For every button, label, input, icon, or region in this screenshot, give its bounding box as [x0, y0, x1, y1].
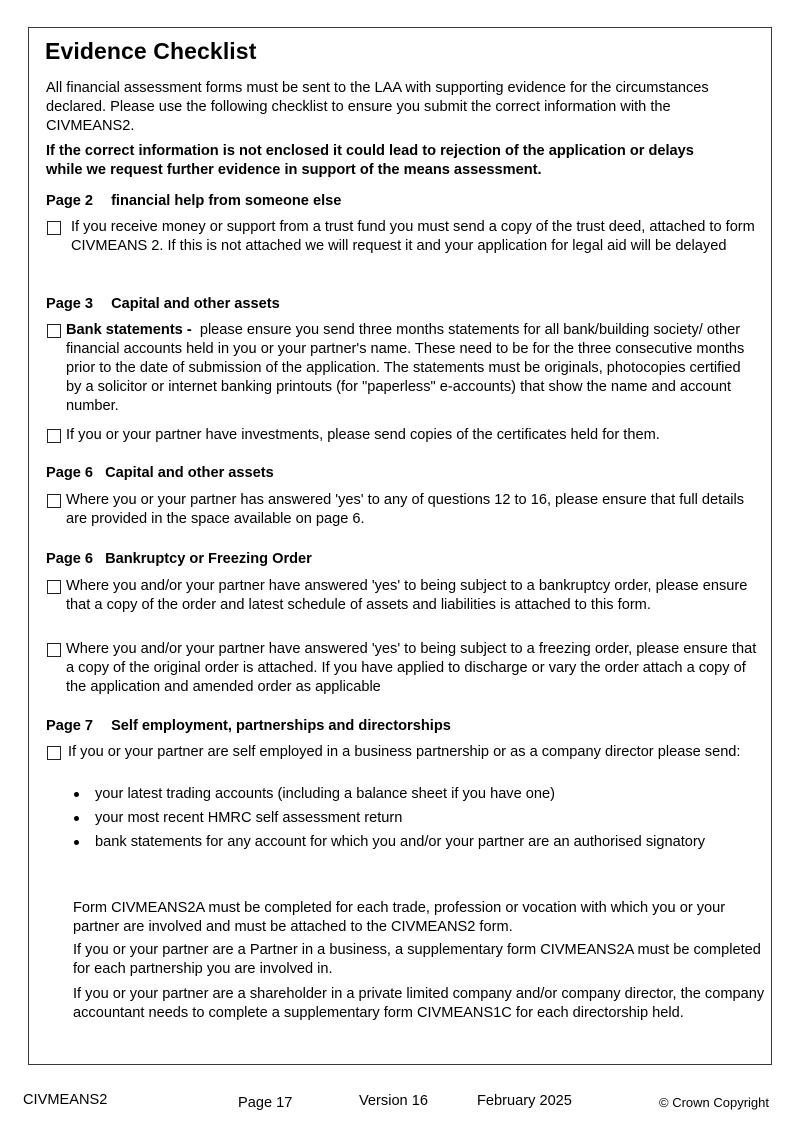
- checkbox-questions-12-16[interactable]: [47, 494, 61, 508]
- footer-date: February 2025: [477, 1093, 572, 1109]
- item-trust-fund: If you receive money or support from a trust fund you must send a copy of the trust deed, attached to form CIVMEANS 2. If this is not attached we will request it and your application for legal aid will be delayed: [71, 219, 755, 254]
- item-questions-12-16: Where you or your partner has answered 'yes' to any of questions 12 to 16, please ensure that full details are provided in the space available on page 6.: [66, 492, 745, 527]
- bullet-bank-statements: bank statements for any account for which you and/or your partner are an authorised signatory: [95, 834, 706, 850]
- section-title: Self employment, partnerships and directorships: [111, 718, 451, 734]
- item-freezing-order: Where you and/or your partner have answered 'yes' to being subject to a freezing order, please ensure that a copy of the original order is attached. If you have applied to discharge or vary the order attach a copy of the application and amended order as applicable: [66, 641, 757, 695]
- bullet-icon: [74, 840, 79, 845]
- warning-paragraph: If the correct information is not enclosed it could lead to rejection of the application or delays while we request further evidence in support of the means assessment.: [46, 143, 694, 178]
- item-self-employed: If you or your partner are self employed in a business partnership or as a company director please send:: [68, 744, 741, 760]
- item-text: please ensure you send three months statements for all bank/building society/ other financial accounts held in you or your partner's name. These need to be for the three consecutive months prior to the date of submission of the application. The statements must be originals, photocopies certified by a solicitor or internet banking printouts (for "paperless" e-accounts) that show the name and account number.: [66, 322, 745, 414]
- note-shareholder: If you or your partner are a shareholder in a private limited company and/or company director, the company accountant needs to complete a supplementary form CIVMEANS1C for each directorship held.: [73, 986, 765, 1021]
- checkbox-investments[interactable]: [47, 429, 61, 443]
- footer-version: Version 16: [359, 1093, 428, 1109]
- bullet-icon: [74, 792, 79, 797]
- checkbox-self-employed[interactable]: [47, 746, 61, 760]
- checkbox-trust-fund[interactable]: [47, 221, 61, 235]
- bullet-hmrc-return: your most recent HMRC self assessment return: [95, 810, 403, 826]
- footer-form-code: CIVMEANS2: [23, 1092, 108, 1108]
- page-title: Evidence Checklist: [45, 38, 257, 64]
- section-heading-capital-assets-p6: [46, 464, 274, 483]
- section-title: Bankruptcy or Freezing Order: [105, 551, 312, 567]
- section-page-ref: Page 6: [46, 551, 94, 567]
- section-title: Capital and other assets: [111, 296, 280, 312]
- section-title: financial help from someone else: [111, 193, 342, 209]
- bullet-icon: [74, 816, 79, 821]
- section-page-ref: Page 2: [46, 193, 94, 209]
- section-page-ref: Page 7: [46, 718, 94, 734]
- checkbox-bankruptcy-order[interactable]: [47, 580, 61, 594]
- item-bank-statements: [66, 321, 760, 416]
- note-partner: If you or your partner are a Partner in a business, a supplementary form CIVMEANS2A must be completed for each partnership you are involved in.: [73, 942, 761, 977]
- section-heading-financial-help: [46, 192, 341, 211]
- section-heading-self-employment: [46, 717, 451, 736]
- item-bankruptcy-order: Where you and/or your partner have answered 'yes' to being subject to a bankruptcy order, please ensure that a copy of the order and latest schedule of assets and liabilities is attached to this form.: [66, 578, 748, 613]
- footer-copyright: © Crown Copyright: [659, 1095, 770, 1110]
- intro-paragraph: All financial assessment forms must be sent to the LAA with supporting evidence for the circumstances declared. Please use the following checklist to ensure you submit the correct information with the CIVMEANS2.: [46, 80, 709, 134]
- section-heading-bankruptcy: [46, 550, 312, 569]
- section-title: Capital and other assets: [105, 465, 274, 481]
- section-heading-capital-assets: [46, 295, 280, 314]
- section-page-ref: Page 3: [46, 296, 94, 312]
- bullet-trading-accounts: your latest trading accounts (including a balance sheet if you have one): [95, 786, 555, 802]
- checkbox-freezing-order[interactable]: [47, 643, 61, 657]
- checkbox-bank-statements[interactable]: [47, 324, 61, 338]
- note-civmeans2a: Form CIVMEANS2A must be completed for each trade, profession or vocation with which you or your partner are involved and must be attached to the CIVMEANS2 form.: [73, 900, 726, 935]
- section-page-ref: Page 6: [46, 465, 94, 481]
- footer-page-number: Page 17: [238, 1095, 293, 1111]
- item-investments: If you or your partner have investments, please send copies of the certificates held for them.: [66, 427, 660, 443]
- item-lead: Bank statements -: [66, 322, 192, 338]
